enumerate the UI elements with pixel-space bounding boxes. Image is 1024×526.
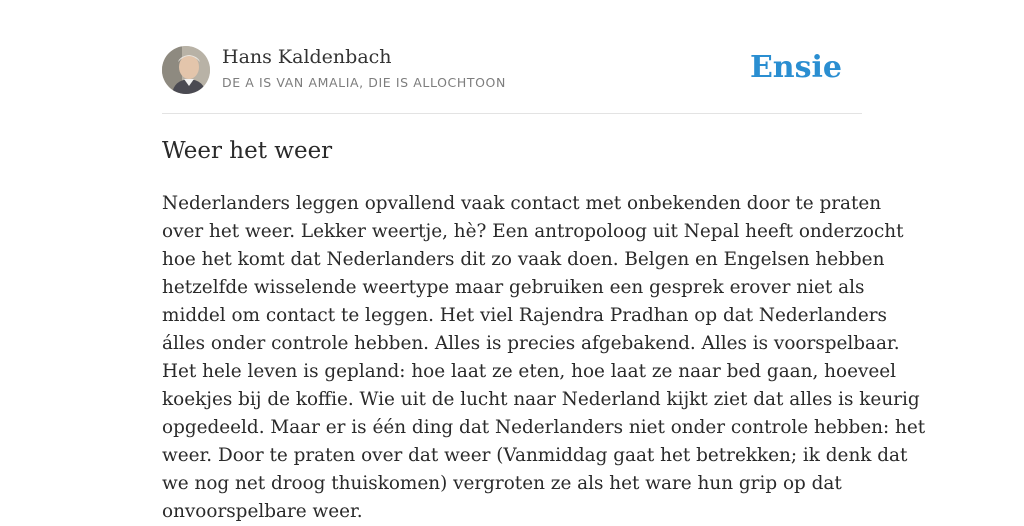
author-avatar[interactable] <box>162 46 210 94</box>
body-line: hoe het komt dat Nederlanders dit zo vaak doen. Belgen en Engelsen hebben <box>162 249 885 270</box>
body-line: onvoorspelbare weer. <box>162 501 363 522</box>
body-line: Het hele leven is gepland: hoe laat ze eten, hoe laat ze naar bed gaan, hoeveel <box>162 361 897 382</box>
article-header <box>162 46 862 96</box>
body-line: middel om contact te leggen. Het viel Rajendra Pradhan op dat Nederlanders <box>162 305 887 326</box>
article-body <box>162 190 926 526</box>
brand-logo[interactable]: Ensie <box>749 50 842 85</box>
body-line: opgedeeld. Maar er is één ding dat Nederlanders niet onder controle hebben: het <box>162 417 926 438</box>
author-photo-icon <box>162 46 210 94</box>
body-line: hetzelfde wisselende weertype maar gebruiken een gesprek erover niet als <box>162 277 865 298</box>
author-name[interactable]: Hans Kaldenbach <box>222 46 392 68</box>
body-line: over het weer. Lekker weertje, hè? Een antropoloog uit Nepal heeft onderzocht <box>162 221 904 242</box>
body-line: koekjes bij de koffie. Wie uit de lucht naar Nederland kijkt ziet dat alles is keurig <box>162 389 920 410</box>
body-line: álles onder controle hebben. Alles is precies afgebakend. Alles is voorspelbaar. <box>162 333 900 354</box>
body-line: we nog net droog thuiskomen) vergroten ze als het ware hun grip op dat <box>162 473 842 494</box>
author-tagline: DE A IS VAN AMALIA, DIE IS ALLOCHTOON <box>222 75 506 90</box>
header-divider <box>162 113 862 114</box>
body-line: Nederlanders leggen opvallend vaak contact met onbekenden door te praten <box>162 193 882 214</box>
article-title: Weer het weer <box>162 138 333 164</box>
body-line: weer. Door te praten over dat weer (Vanmiddag gaat het betrekken; ik denk dat <box>162 445 908 466</box>
